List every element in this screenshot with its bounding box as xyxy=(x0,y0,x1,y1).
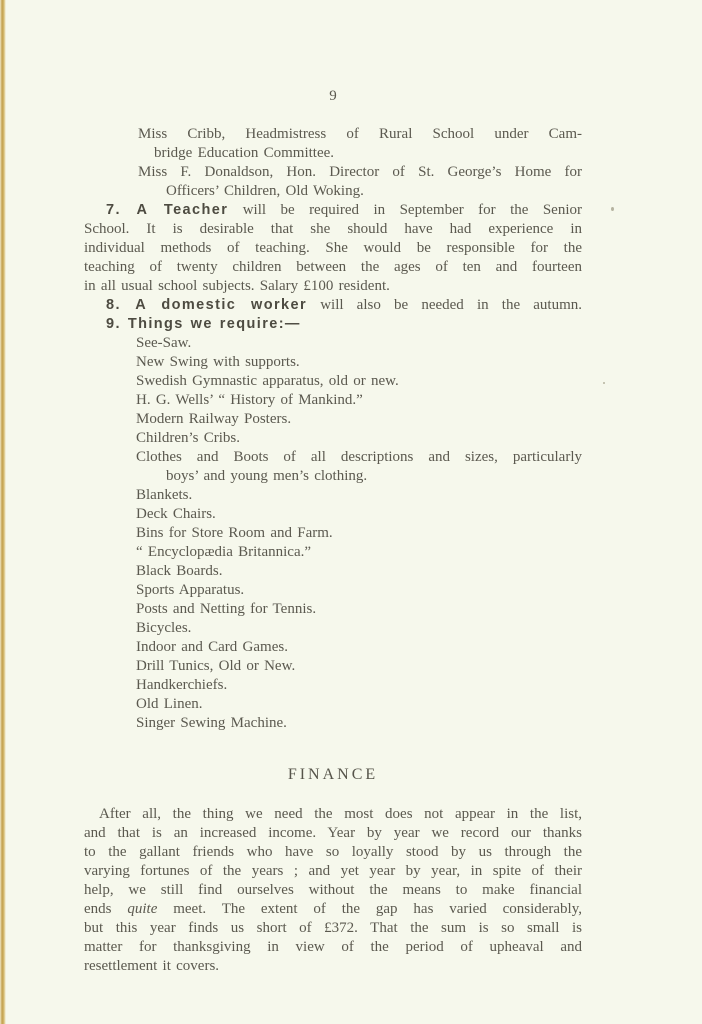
list-item: Black Boards. xyxy=(136,563,223,579)
paragraph-line: in all usual school subjects. Salary £100 resident. xyxy=(84,278,390,294)
list-item: Bicycles. xyxy=(136,620,192,636)
paragraph-line: and that is an increased income. Year by year we record our thanks xyxy=(84,825,582,841)
list-item: Posts and Netting for Tennis. xyxy=(136,601,317,617)
list-item: Handkerchiefs. xyxy=(136,677,228,693)
paragraph-line: teaching of twenty children between the ages of ten and fourteen xyxy=(84,259,582,275)
list-item-continuation: boys’ and young men’s clothing. xyxy=(166,468,368,484)
list-item: H. G. Wells’ “ History of Mankind.” xyxy=(136,392,363,408)
paragraph-line xyxy=(84,900,582,919)
list-item: See-Saw. xyxy=(136,335,192,351)
list-item: Children’s Cribs. xyxy=(136,430,241,446)
credit-line: Officers’ Children, Old Woking. xyxy=(166,183,364,199)
list-item: Modern Railway Posters. xyxy=(136,411,292,427)
finance-section-heading: FINANCE xyxy=(287,766,379,783)
section-9-heading: 9. Things we require:— xyxy=(106,316,301,332)
requirements-list xyxy=(84,334,582,733)
paragraph-text: meet. The extent of the gap has varied considerably, xyxy=(157,901,583,917)
section-7-teacher xyxy=(84,201,582,296)
page-number: 9 xyxy=(329,88,337,104)
paragraph-line: School. It is desirable that she should have had experience in xyxy=(84,221,582,237)
credits-list xyxy=(84,125,582,201)
list-item: Clothes and Boots of all descriptions and sizes, particularly xyxy=(136,449,582,465)
paragraph-line: varying fortunes of the years ; and yet year by year, in spite of their xyxy=(84,863,582,879)
list-item: Indoor and Card Games. xyxy=(136,639,288,655)
list-item: Blankets. xyxy=(136,487,193,503)
italic-word: quite xyxy=(127,901,158,917)
credit-line: Miss Cribb, Headmistress of Rural School under Cam- xyxy=(138,126,582,142)
paragraph-line: to the gallant friends who have so loyally stood by us through the xyxy=(84,844,582,860)
credit-line: bridge Education Committee. xyxy=(154,145,335,161)
section-8-heading: 8. A domestic worker xyxy=(106,297,308,313)
scan-speck xyxy=(611,207,614,211)
list-item: “ Encyclopædia Britannica.” xyxy=(136,544,312,560)
list-item: Sports Apparatus. xyxy=(136,582,245,598)
list-item: Swedish Gymnastic apparatus, old or new. xyxy=(136,373,399,389)
scan-speck xyxy=(603,382,605,384)
paragraph-text: ends xyxy=(84,901,128,917)
list-item: Old Linen. xyxy=(136,696,203,712)
paragraph-line: matter for thanksgiving in view of the period of upheaval and xyxy=(84,939,582,955)
list-item: Bins for Store Room and Farm. xyxy=(136,525,333,541)
scanned-page xyxy=(84,0,582,976)
section-8-domestic-worker xyxy=(84,296,582,315)
credit-line: Miss F. Donaldson, Hon. Director of St. George’s Home for xyxy=(138,164,582,180)
paragraph-text: will also be needed in the autumn. xyxy=(320,297,583,313)
list-item: Deck Chairs. xyxy=(136,506,216,522)
paragraph-line: help, we still find ourselves without the means to make financial xyxy=(84,882,582,898)
paragraph-line: After all, the thing we need the most does not appear in the list, xyxy=(99,806,582,822)
list-item: Singer Sewing Machine. xyxy=(136,715,287,731)
page-edge-gutter xyxy=(0,0,6,1024)
finance-paragraph xyxy=(84,805,582,976)
section-9-heading-line xyxy=(84,315,582,334)
section-7-heading: 7. A Teacher xyxy=(106,202,229,218)
list-item: Drill Tunics, Old or New. xyxy=(136,658,296,674)
paragraph-line xyxy=(84,201,582,220)
paragraph-line: individual methods of teaching. She would be responsible for the xyxy=(84,240,582,256)
list-item: New Swing with supports. xyxy=(136,354,300,370)
paragraph-text: will be required in September for the Senior xyxy=(242,202,583,218)
paragraph-line: but this year finds us short of £372. That the sum is so small is xyxy=(84,920,582,936)
paragraph-line: resettlement it covers. xyxy=(84,958,220,974)
